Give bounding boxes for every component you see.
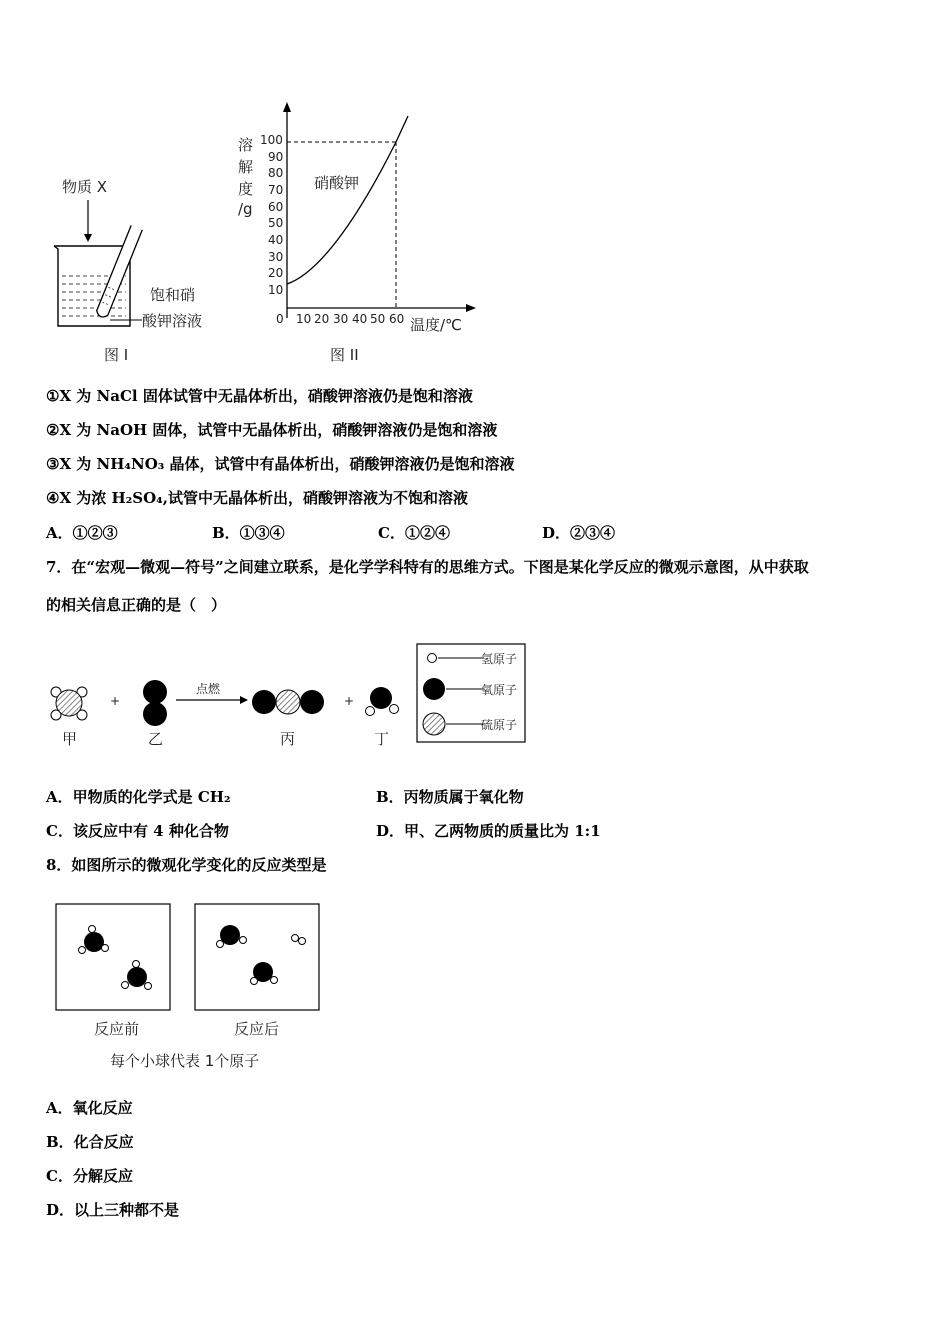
label-jia: 甲 bbox=[62, 730, 78, 748]
solution-label-line1: 饱和硝 bbox=[150, 286, 196, 304]
q6-option-d[interactable]: D．②③④ bbox=[542, 524, 616, 542]
figure-2 bbox=[232, 100, 482, 370]
q6-option-b[interactable]: B．①③④ bbox=[212, 524, 285, 542]
legend-sulfur: 硫原子 bbox=[481, 718, 518, 732]
q7-stem-line2: 的相关信息正确的是（ ） bbox=[46, 596, 227, 614]
y-tick: 100 bbox=[260, 133, 283, 147]
label-ding: 丁 bbox=[374, 730, 390, 748]
y-axis-label-2: 解 bbox=[238, 158, 254, 176]
before-label: 反应前 bbox=[94, 1020, 140, 1038]
y-tick: 20 bbox=[268, 266, 284, 280]
q8-boxes bbox=[54, 900, 324, 1016]
y-tick: 80 bbox=[268, 166, 284, 180]
molecule-bing bbox=[252, 690, 324, 714]
substance-x-label: 物质 X bbox=[62, 178, 108, 196]
solubility-curve bbox=[287, 116, 408, 284]
y-tick: 60 bbox=[268, 200, 284, 214]
y-tick: 90 bbox=[268, 150, 284, 164]
q7-option-c[interactable]: C．该反应中有 4 种化合物 bbox=[46, 822, 229, 840]
q7-option-a[interactable]: A．甲物质的化学式是 CH₂ bbox=[46, 788, 231, 806]
x-tick: 10 bbox=[296, 312, 312, 326]
y-tick: 50 bbox=[268, 216, 284, 230]
y-axis-label-4: /g bbox=[238, 200, 253, 218]
q6-statement: ①X 为 NaCl 固体试管中无晶体析出，硝酸钾溶液仍是饱和溶液 bbox=[46, 387, 473, 405]
y-tick: 40 bbox=[268, 233, 284, 247]
x-tick: 20 bbox=[314, 312, 330, 326]
q6-option-c[interactable]: C．①②④ bbox=[378, 524, 450, 542]
q8-option-c[interactable]: C．分解反应 bbox=[46, 1167, 133, 1185]
q7-option-d[interactable]: D．甲、乙两物质的质量比为 1:1 bbox=[376, 822, 601, 840]
figure-1-caption: 图 I bbox=[104, 346, 129, 364]
reaction-diagram bbox=[44, 640, 534, 750]
q6-statement: ④X 为浓 H₂SO₄,试管中无晶体析出，硝酸钾溶液为不饱和溶液 bbox=[46, 489, 468, 507]
y-tick: 70 bbox=[268, 183, 284, 197]
x-tick: 50 bbox=[370, 312, 386, 326]
q8-option-b[interactable]: B．化合反应 bbox=[46, 1133, 134, 1151]
q6-statement: ②X 为 NaOH 固体，试管中无晶体析出，硝酸钾溶液仍是饱和溶液 bbox=[46, 421, 498, 439]
legend-oxygen: 氧原子 bbox=[481, 683, 518, 697]
y-tick: 10 bbox=[268, 283, 284, 297]
figure-2-caption: 图 II bbox=[330, 346, 359, 364]
q7-stem-line1: 7．在“宏观—微观—符号”之间建立联系，是化学学科特有的思维方式。下图是某化学反应的微观示意图，从中获取 bbox=[46, 558, 809, 576]
x-tick: 0 bbox=[276, 312, 284, 326]
after-label: 反应后 bbox=[234, 1020, 280, 1038]
plus-sign: + bbox=[110, 694, 121, 708]
q6-statement: ③X 为 NH₄NO₃ 晶体，试管中有晶体析出，硝酸钾溶液仍是饱和溶液 bbox=[46, 455, 515, 473]
label-yi: 乙 bbox=[148, 730, 164, 748]
legend-hydrogen: 氢原子 bbox=[481, 652, 518, 666]
x-tick: 40 bbox=[352, 312, 368, 326]
q8-option-a[interactable]: A．氧化反应 bbox=[46, 1099, 133, 1117]
solution-label-line2: 酸钾溶液 bbox=[142, 312, 203, 330]
y-axis-label-3: 度 bbox=[238, 180, 254, 198]
x-tick: 60 bbox=[389, 312, 405, 326]
reaction-condition: 点燃 bbox=[196, 682, 221, 696]
q8-note: 每个小球代表 1个原子 bbox=[110, 1052, 260, 1070]
molecule-ding bbox=[366, 687, 399, 716]
plus-sign: + bbox=[344, 694, 355, 708]
q8-stem: 8．如图所示的微观化学变化的反应类型是 bbox=[46, 856, 327, 874]
y-axis-label-1: 溶 bbox=[238, 136, 254, 154]
molecule-yi bbox=[143, 680, 167, 726]
curve-label: 硝酸钾 bbox=[314, 174, 360, 192]
q6-option-a[interactable]: A．①②③ bbox=[46, 524, 118, 542]
q7-option-b[interactable]: B．丙物质属于氧化物 bbox=[376, 788, 524, 806]
figure-1 bbox=[48, 170, 238, 370]
solubility-chart bbox=[232, 100, 482, 340]
label-bing: 丙 bbox=[280, 730, 296, 748]
y-tick: 30 bbox=[268, 250, 284, 264]
molecule-jia bbox=[51, 687, 87, 720]
q8-option-d[interactable]: D．以上三种都不是 bbox=[46, 1201, 180, 1219]
q8-diagram bbox=[54, 900, 324, 1076]
x-axis-label: 温度/℃ bbox=[410, 316, 462, 334]
x-tick: 30 bbox=[333, 312, 349, 326]
